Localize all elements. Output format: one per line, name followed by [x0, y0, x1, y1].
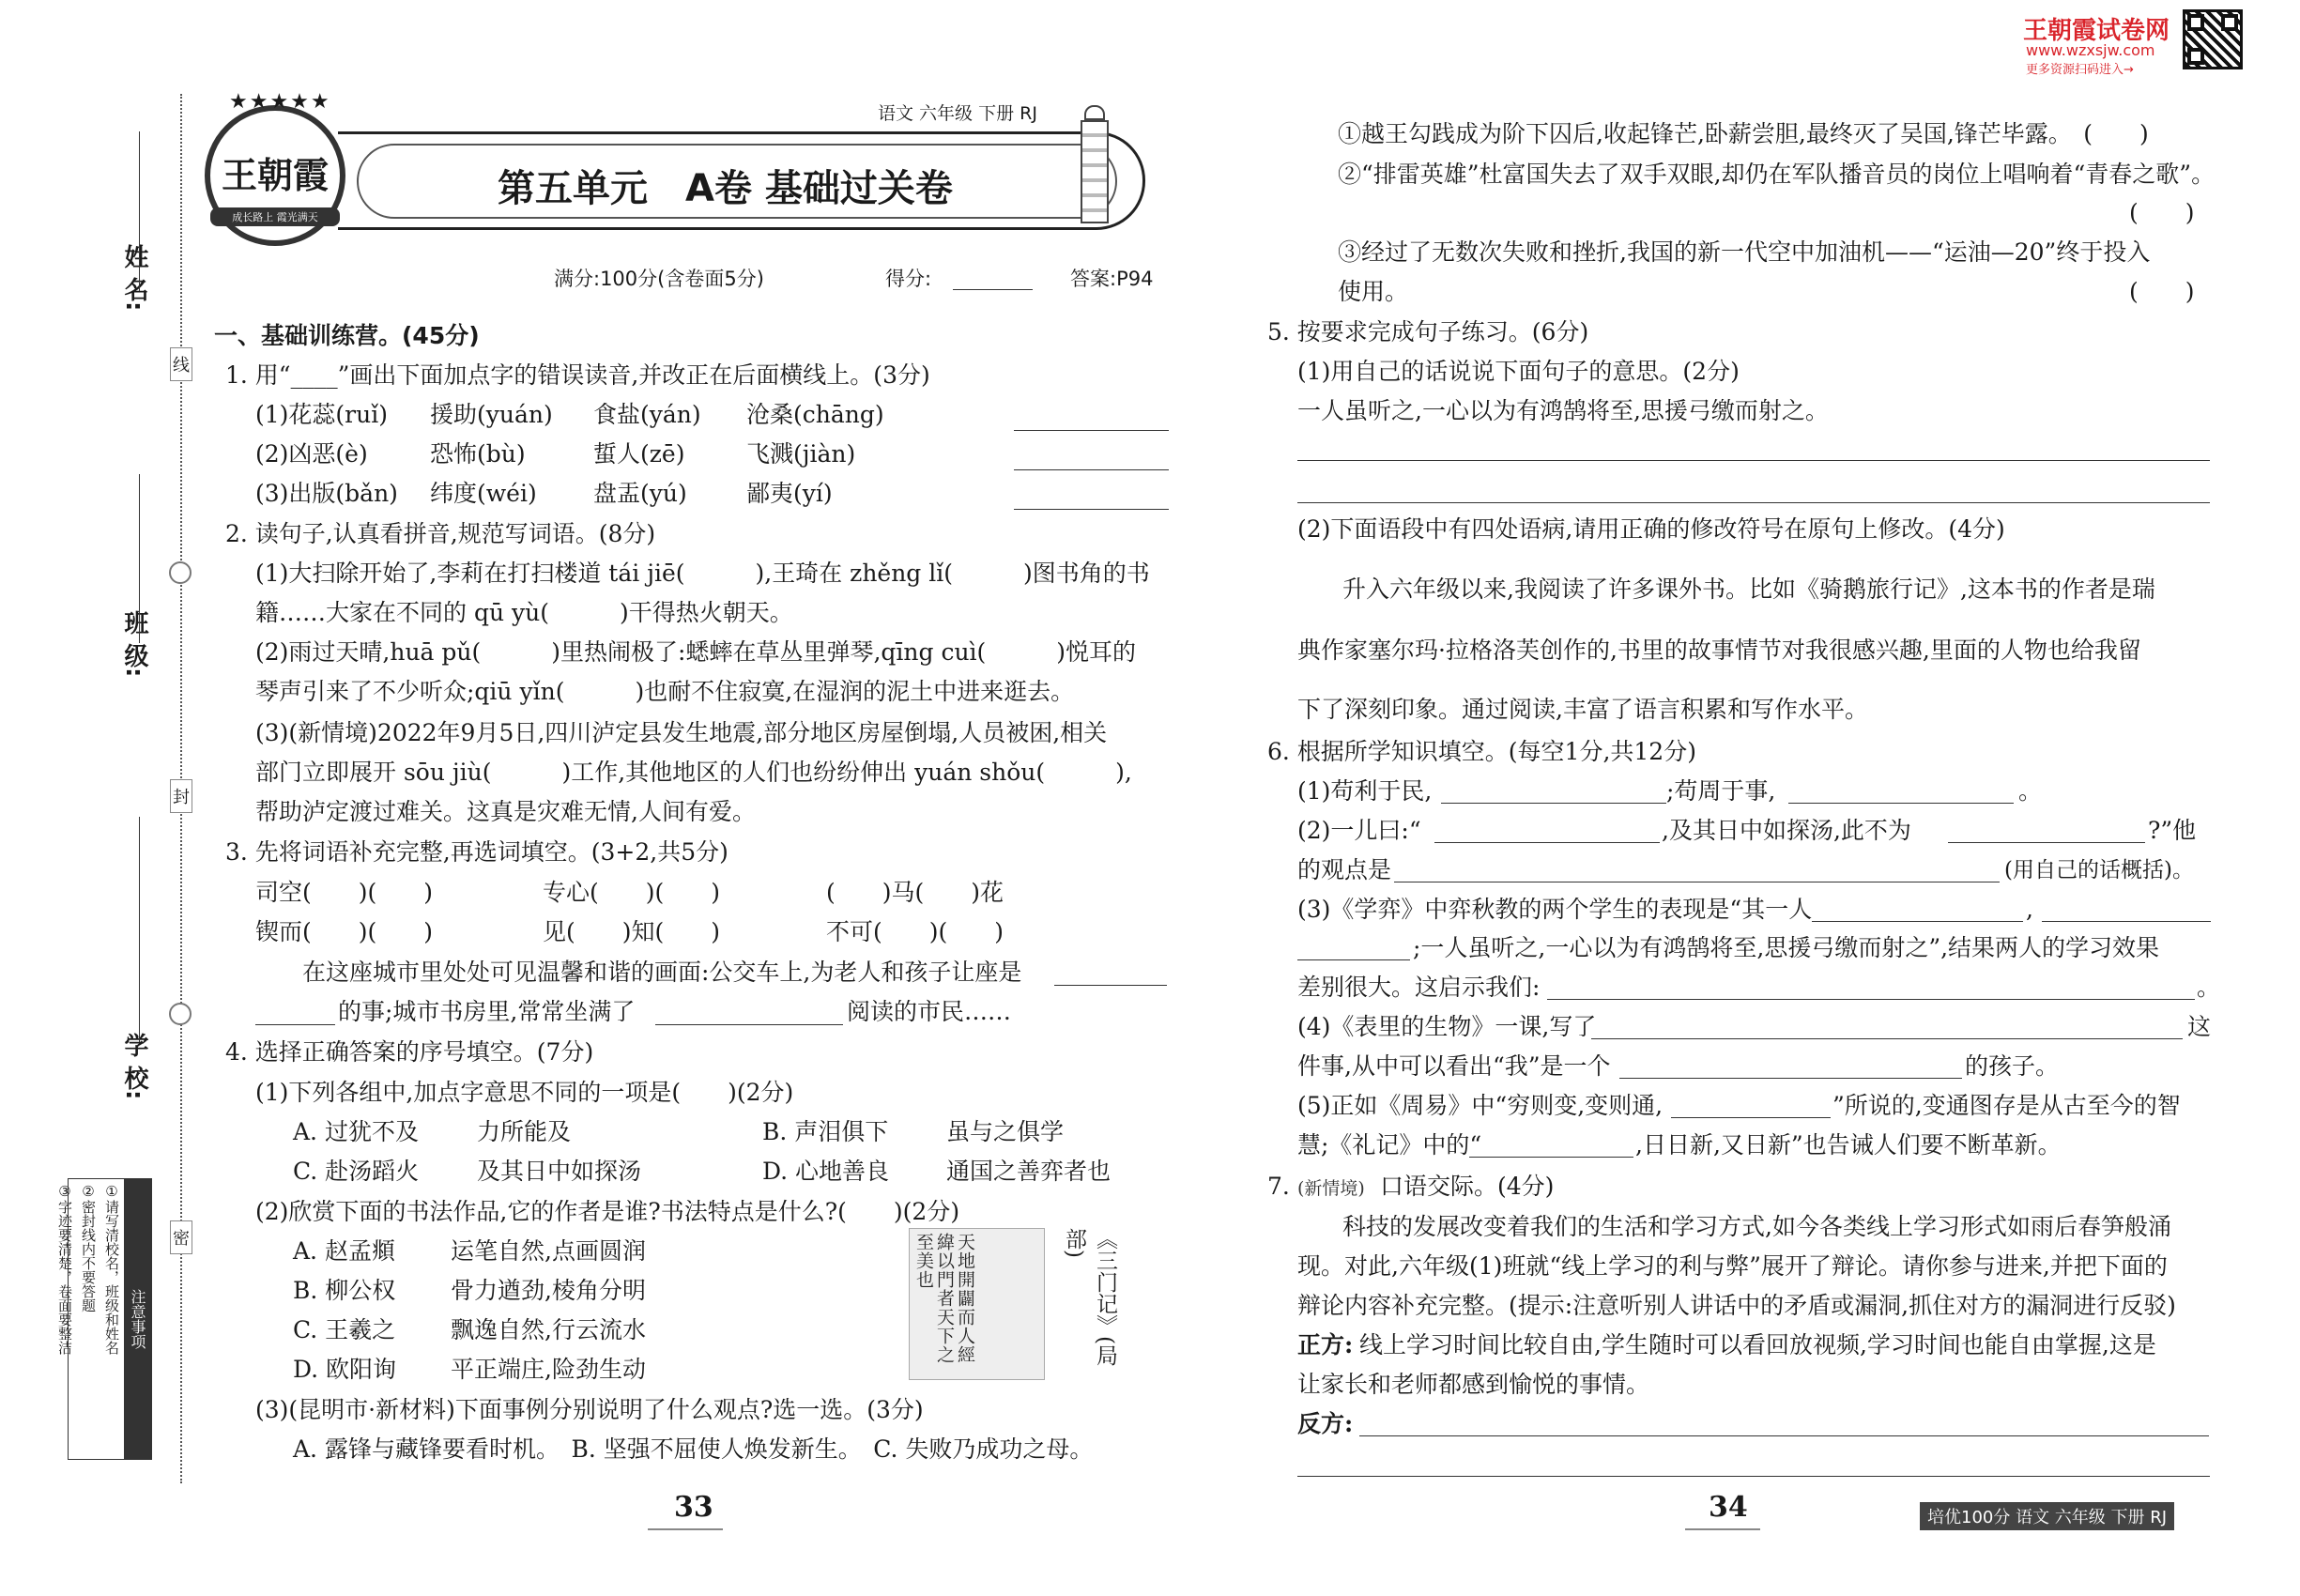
page-ornament — [1685, 1528, 1760, 1530]
score-label: 得分: — [885, 268, 932, 290]
q1-r1-c3: 食盐(yán) — [593, 401, 701, 428]
series-label: 语文 六年级 下册 RJ — [878, 103, 1037, 124]
q5-answer-line-2[interactable] — [1297, 502, 2210, 503]
q7-number: 7. — [1267, 1173, 1290, 1200]
score-blank[interactable] — [953, 289, 1033, 290]
q6-l6b: 。 — [2197, 974, 2221, 1001]
q6-blank-6[interactable] — [1812, 921, 2023, 922]
q4-sub2-C2: 飘逸自然,行云流水 — [451, 1316, 646, 1343]
class-label: 班 级: — [120, 610, 148, 678]
q7-con-line-1[interactable] — [1359, 1435, 2209, 1436]
q4-sub2-A: A. 赵孟頫 — [293, 1237, 395, 1265]
q4-sub2-A2: 运笔自然,点画圆润 — [451, 1237, 646, 1265]
q1-r2-c3: 蜇人(zē) — [593, 440, 685, 468]
q2-line-5: (3)(新情境)2022年9月5日,四川泸定县发生地震,部分地区房屋倒塌,人员被困,相关 — [255, 719, 1108, 746]
q6-l2c: ?”他 — [2148, 817, 2197, 844]
q5-quote: 一人虽听之,一心以为有鸿鹄将至,思援弓缴而射之。 — [1297, 397, 1829, 424]
q3-blank-2[interactable] — [655, 1024, 843, 1025]
class-line — [139, 474, 140, 643]
q1-r1-c4: 沧桑(chāng) — [746, 401, 884, 428]
q6-l1b: ;苟周于事, — [1666, 777, 1776, 805]
name-label: 姓 名: — [120, 244, 148, 312]
q4-sub2: (2)欣赏下面的书法作品,它的作者是谁?书法特点是什么?( )(2分) — [255, 1198, 960, 1225]
q1-r1-c1: (1)花蕊(ruǐ) — [255, 401, 388, 428]
q4-sub2-B2: 骨力遒劲,棱角分明 — [451, 1277, 646, 1304]
q6-l2b: ,及其日中如探汤,此不为 — [1662, 817, 1911, 844]
q4c-line-1: ①越王勾践成为阶下囚后,收起锋芒,卧薪尝胆,最终灭了吴国,锋芒毕露。 ( ) — [1338, 120, 2149, 147]
score-info: 满分:100分(含卷面5分) — [554, 268, 764, 290]
q6-blank-9[interactable] — [1591, 1038, 2183, 1039]
notice-line-1: ①请写清校名，班级和姓名 — [103, 1183, 120, 1355]
q3-r1-c3: ( )马( )花 — [826, 879, 1004, 906]
q4c-line-2: ②“排雷英雄”杜富国失去了双手双眼,却仍在军队播音员的岗位上唱响着“青春之歌”。 — [1338, 161, 2216, 188]
q5-para-3: 下了深刻印象。通过阅读,丰富了语言积累和写作水平。 — [1297, 696, 1868, 723]
footer-series: 培优100分 语文 六年级 下册 RJ — [1920, 1502, 2174, 1530]
logo-sub: 成长路上 霞光满天 — [210, 207, 340, 226]
cut-circle — [169, 1003, 192, 1025]
q4-sub1-C: C. 赴汤蹈火 — [293, 1158, 420, 1185]
q4-stem: 4. 选择正确答案的序号填空。(7分) — [225, 1038, 594, 1066]
logo — [205, 90, 345, 246]
q2-line-3: (2)雨过天晴,huā pǔ( )里热闹极了:蟋蟀在草丛里弹琴,qīng cuì( )悦耳的 — [255, 638, 1137, 666]
q7-con-label: 反方: — [1297, 1410, 1354, 1437]
q4-sub1-B: B. 声泪俱下 — [762, 1118, 889, 1145]
page-title: 第五单元 A卷 基础过关卷 — [498, 167, 953, 210]
answer-ref: 答案:P94 — [1070, 268, 1154, 290]
q4c-line-5: 使用。 — [1338, 278, 1409, 305]
q4-sub2-C: C. 王羲之 — [293, 1316, 396, 1343]
q5-para-1: 升入六年级以来,我阅读了许多课外书。比如《骑鹅旅行记》,这本书的作者是瑞 — [1342, 575, 2155, 603]
q3-r2-c3: 不可( )( ) — [826, 918, 1004, 945]
notice-line-2: ②密封线内不要答题 — [80, 1183, 97, 1312]
brand-tagline: 更多资源扫码进入→ — [2026, 63, 2134, 77]
page-number-left: 33 — [674, 1491, 713, 1524]
q2-line-2: 籍……大家在不同的 qū yù( )干得热火朝天。 — [255, 599, 793, 626]
q4c-line-6: ( ) — [2129, 278, 2195, 305]
q6-blank-12[interactable] — [1469, 1157, 1633, 1158]
q4-sub1-A2: 力所能及 — [477, 1118, 572, 1145]
q1-r3-c4: 鄙夷(yí) — [746, 480, 833, 507]
q4c-line-4: ③经过了无数次失败和挫折,我国的新一代空中加油机——“运油—20”终于投入 — [1338, 238, 2151, 266]
q3-blank-1[interactable] — [1054, 985, 1167, 986]
q4-sub2-B: B. 柳公权 — [293, 1277, 396, 1304]
page-ornament — [648, 1528, 723, 1530]
q6-blank-2[interactable] — [1788, 803, 2014, 804]
q6-l5a: ;一人虽听之,一心以为有鸿鹄将至,思援弓缴而射之”,结果两人的学习效果 — [1413, 934, 2160, 961]
q5-stem: 5. 按要求完成句子练习。(6分) — [1267, 318, 1589, 345]
q1-answer-line-1[interactable] — [1014, 430, 1169, 431]
q6-l9b: ”所说的,变通图存是从古至今的智 — [1832, 1092, 2181, 1119]
section-1-heading: 一、基础训练营。(45分) — [214, 322, 480, 349]
q4-sub1-A: A. 过犹不及 — [293, 1118, 419, 1145]
q3-r1-c2: 专心( )( ) — [543, 879, 721, 906]
name-line — [139, 131, 140, 291]
q6-l1a: (1)苟利于民, — [1297, 777, 1433, 805]
q4-sub1: (1)下列各组中,加点字意思不同的一项是( )(2分) — [255, 1079, 794, 1106]
q4-sub3: (3)(昆明市·新材料)下面事例分别说明了什么观点?选一选。(3分) — [255, 1396, 924, 1423]
q7-stem: 口语交际。(4分) — [1380, 1173, 1555, 1200]
q4-sub2-D2: 平正端庄,险劲生动 — [451, 1356, 646, 1383]
q1-r3-c1: (3)出版(bǎn) — [255, 480, 398, 507]
q1-r2-c2: 恐怖(bù) — [430, 440, 526, 468]
cut-mark-xian: 线 — [170, 347, 192, 381]
q7-line-2: 现。对此,六年级(1)班就“线上学习的利与弊”展开了辩论。请你参与进来,并把下面的 — [1297, 1252, 2168, 1280]
q6-l4a: (3)《学弈》中弈秋教的两个学生的表现是“其一人 — [1297, 896, 1813, 923]
page-number-right: 34 — [1709, 1491, 1748, 1524]
q6-l10b: ,日日新,又日新”也告诫人们要不断革新。 — [1635, 1131, 2062, 1159]
calligraphy-chars: 天地開闢而人經緯以門者天下之至美也 — [913, 1233, 975, 1364]
calligraphy-image — [909, 1228, 1045, 1380]
q1-stem: 1. 用“____”画出下面加点字的错误读音,并改正在后面横线上。(3分) — [225, 361, 930, 389]
q6-stem: 6. 根据所学知识填空。(每空1分,共12分) — [1267, 738, 1696, 765]
q4-sub1-D2: 通国之善弈者也 — [946, 1158, 1112, 1185]
q6-blank-7-cont[interactable] — [1297, 959, 1410, 960]
q7-pro-text-2: 让家长和老师都感到愉悦的事情。 — [1297, 1371, 1650, 1398]
q2-line-7: 帮助泸定渡过难关。这真是灾难无情,人间有爱。 — [255, 798, 756, 825]
q3-r2-c2: 见( )知( ) — [543, 918, 721, 945]
q3-blank-1-cont[interactable] — [255, 1024, 335, 1025]
cut-mark-mi: 密 — [170, 1220, 192, 1254]
q6-l8a: 件事,从中可以看出“我”是一个 — [1297, 1052, 1611, 1080]
school-line — [139, 817, 140, 1042]
q6-l7a: (4)《表里的生物》一课,写了 — [1297, 1013, 1597, 1040]
q7-pro-text: 线上学习时间比较自由,学生随时可以看回放视频,学习时间也能自由掌握,这是 — [1359, 1331, 2156, 1358]
qr-code-icon[interactable] — [2183, 9, 2243, 69]
q6-l1c: 。 — [2018, 777, 2043, 805]
q3-stem: 3. 先将词语补充完整,再选词填空。(3+2,共5分) — [225, 838, 728, 866]
q6-blank-7[interactable] — [2042, 921, 2211, 922]
q7-tag: (新情境) — [1297, 1178, 1365, 1199]
q6-blank-1[interactable] — [1441, 803, 1666, 804]
q3-para-2a: 的事;城市书房里,常常坐满了 — [338, 998, 636, 1025]
q4-sub2-D: D. 欧阳询 — [293, 1356, 397, 1383]
q1-r2-c4: 飞溅(jiàn) — [746, 440, 856, 468]
q1-r3-c3: 盘盂(yú) — [593, 480, 687, 507]
q6-blank-3[interactable] — [1434, 842, 1660, 843]
q3-r2-c1: 锲而( )( ) — [255, 918, 434, 945]
cut-mark-feng: 封 — [170, 779, 192, 813]
q1-r1-c2: 援助(yuán) — [430, 401, 553, 428]
q6-blank-11[interactable] — [1671, 1117, 1831, 1118]
q4-sub3-opts: A. 露锋与藏锋要看时机。 B. 坚强不屈使人焕发新生。 C. 失败乃成功之母。 — [293, 1435, 1094, 1463]
q4-sub1-D: D. 心地善良 — [762, 1158, 890, 1185]
logo-text: 王朝霞 — [221, 154, 329, 196]
q2-line-4: 琴声引来了不少听众;qiū yǐn( )也耐不住寂寞,在湿润的泥土中进来逛去。 — [255, 678, 1075, 705]
q6-l9a: (5)正如《周易》中“穷则变,变则通, — [1297, 1092, 1664, 1119]
q6-l2a: (2)一儿曰:“ — [1297, 817, 1421, 844]
calligraphy-caption: 《三门记》(局部) — [1062, 1228, 1117, 1366]
lighthouse-icon — [1075, 105, 1114, 227]
q4c-line-3: ( ) — [2129, 199, 2195, 226]
q2-stem: 2. 读句子,认真看拼音,规范写词语。(8分) — [225, 520, 656, 547]
q1-answer-line-2[interactable] — [1014, 469, 1169, 470]
title-banner — [338, 131, 1145, 230]
q6-l10a: 慧;《礼记》中的“ — [1297, 1131, 1482, 1159]
q6-l7b: 这 — [2187, 1013, 2212, 1040]
q1-r3-c2: 纬度(wéi) — [430, 480, 537, 507]
q5-sub1: (1)用自己的话说说下面句子的意思。(2分) — [1297, 358, 1740, 385]
q5-sub2: (2)下面语段中有四处语病,请用正确的修改符号在原句上修改。(4分) — [1297, 515, 2005, 543]
brand-name: 王朝霞试卷网 — [2023, 17, 2170, 45]
cut-circle — [169, 561, 192, 584]
q7-con-line-2[interactable] — [1297, 1476, 2210, 1477]
q2-line-6: 部门立即展开 sōu jiù( )工作,其他地区的人们也纷纷伸出 yuán shǒu( ), — [255, 759, 1132, 786]
q6-blank-4[interactable] — [1948, 842, 2145, 843]
q6-blank-8[interactable] — [1547, 999, 2195, 1000]
q7-pro-label: 正方: — [1297, 1331, 1354, 1358]
notice-line-3: ③字迹要清楚，卷面要整洁 — [56, 1183, 73, 1355]
logo-stars: ★★★★★ — [229, 90, 331, 114]
q2-line-1: (1)大扫除开始了,李莉在打扫楼道 tái jiē( ),王琦在 zhěng lǐ( )图书角的书 — [255, 560, 1150, 587]
q4-sub1-C2: 及其日中如探汤 — [477, 1158, 642, 1185]
q7-line-1: 科技的发展改变着我们的生活和学习方式,如今各类线上学习形式如雨后春笋般涌 — [1342, 1213, 2171, 1240]
q6-l8b: 的孩子。 — [1965, 1052, 2060, 1080]
notice-box — [56, 1178, 152, 1460]
brand-url: www.wzxsjw.com — [2026, 41, 2155, 59]
notice-title: 注意事项 — [124, 1179, 151, 1459]
q6-l3a: 的观点是 — [1297, 856, 1392, 883]
q5-answer-line-1[interactable] — [1297, 460, 2210, 461]
q3-r1-c1: 司空( )( ) — [255, 879, 434, 906]
q3-para-2b: 阅读的市民…… — [847, 998, 1012, 1025]
q6-blank-10[interactable] — [1619, 1078, 1962, 1079]
q3-para-1: 在这座城市里处处可见温馨和谐的画面:公交车上,为老人和孩子让座是 — [302, 959, 1022, 986]
school-label: 学 校: — [120, 1033, 148, 1100]
q4-sub1-B2: 虽与之俱学 — [946, 1118, 1065, 1145]
q1-r2-c1: (2)凶恶(è) — [255, 440, 368, 468]
q5-para-2: 典作家塞尔玛·拉格洛芙创作的,书里的故事情节对我很感兴趣,里面的人物也给我留 — [1297, 637, 2141, 664]
binding-strip — [0, 0, 188, 1596]
q7-line-3: 辩论内容补充完整。(提示:注意听别人讲话中的矛盾或漏洞,抓住对方的漏洞进行反驳) — [1297, 1292, 2176, 1319]
q6-l6a: 差别很大。这启示我们: — [1297, 974, 1541, 1001]
q6-l4b: , — [2026, 896, 2033, 923]
q6-l3b: (用自己的话概括)。 — [2004, 858, 2194, 882]
q1-answer-line-3[interactable] — [1014, 509, 1169, 510]
